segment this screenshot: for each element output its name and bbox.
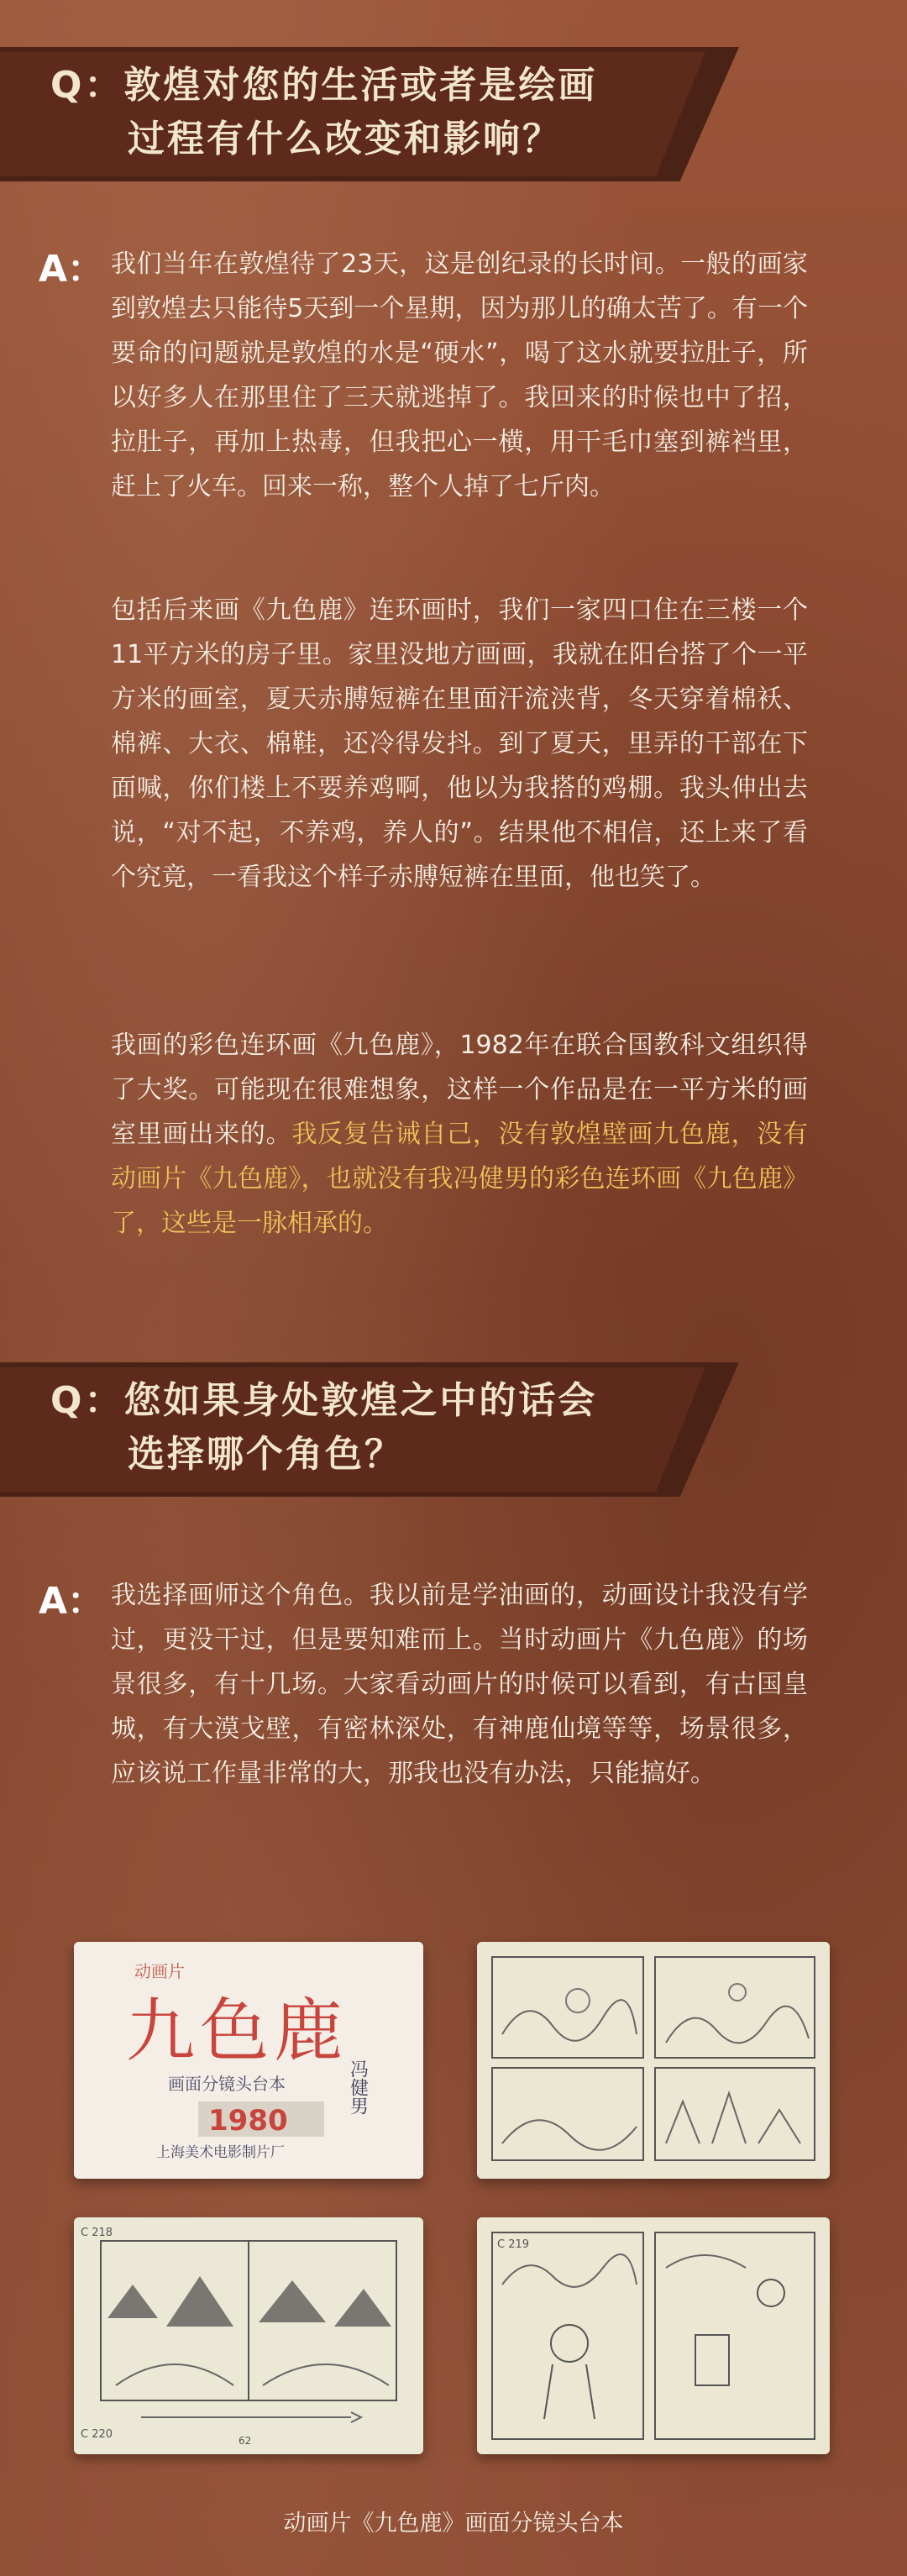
sketch-3-label: C 219	[497, 2238, 530, 2251]
sketch-2-page-number: 62	[239, 2435, 252, 2447]
cover-top-note: 动画片	[134, 1961, 185, 1981]
cover-title: 九色鹿	[126, 1991, 349, 2071]
question-1-line-2: 过程有什么改变和影响？	[128, 118, 562, 160]
storyboard-cover-image	[74, 1942, 423, 2179]
answer-2-label: A：	[39, 1580, 105, 1623]
sketch-2-label-top: C 218	[81, 2227, 113, 2239]
cover-studio: 上海美术电影制片厂	[156, 2144, 285, 2161]
cover-signature: 冯健男	[347, 2059, 369, 2115]
storyboard-sketch-2-image	[74, 2217, 423, 2454]
sketch-2-label-bottom: C 220	[81, 2428, 113, 2441]
answer-1-label: A：	[39, 248, 105, 291]
question-1-text	[50, 59, 597, 166]
storyboard-sketch-3-image	[477, 2217, 830, 2454]
answer-1-paragraph-2: 包括后来画《九色鹿》连环画时，我们一家四口住在三楼一个11平方米的房子里。家里没地方画画，我就在阳台搭了个一平方米的画室，夏天赤膊短裤在里面汗流浃背，冬天穿着棉袄、棉裤、大衣、棉鞋，还冷得发抖。到了夏天，里弄的干部在下面喊，你们楼上不要养鸡啊，他以为我搭的鸡棚。我头伸出去说，“对不起，不养鸡，养人的”。结果他不相信，还上来了看个究竟，一看我这个样子赤膊短裤在里面，他也笑了。	[111, 595, 808, 892]
answer-2-paragraph-1: 我选择画师这个角色。我以前是学油画的，动画设计我没有学过，更没干过，但是要知难而上。当时动画片《九色鹿》的场景很多，有十几场。大家看动画片的时候可以看到，有古国皇城，有大漠戈壁，有密林深处，有神鹿仙境等等，场景很多，应该说工作量非常的大，那我也没有办法，只能搞好。	[111, 1581, 808, 1788]
answer-1-paragraph-1: 我们当年在敦煌待了23天，这是创纪录的长时间。一般的画家到敦煌去只能待5天到一个星期，因为那儿的确太苦了。有一个要命的问题就是敦煌的水是“硬水”，喝了这水就要拉肚子，所以好多人在那里住了三天就逃掉了。我回来的时候也中了招，拉肚子，再加上热毒，但我把心一横，用干毛巾塞到裤裆里，赶上了火车。回来一称，整个人掉了七斤肉。	[111, 249, 808, 501]
cover-subtitle: 画面分镜头台本	[168, 2074, 286, 2094]
question-2-line-1: Q：您如果身处敦煌之中的话会	[50, 1379, 598, 1422]
answer-1-paragraph-3-text: 我画的彩色连环画《九色鹿》，1982年在联合国教科文组织得了大奖。可能现在很难想象，这样一个作品是在一平方米的画室里画出来的。	[111, 1031, 808, 1149]
storyboard-sketch-2-drawing	[74, 2217, 423, 2454]
storyboard-sketch-1-drawing	[477, 1942, 830, 2179]
answer-1-paragraph-3	[111, 1023, 808, 1246]
storyboard-sketch-3-drawing	[477, 2217, 830, 2454]
answer-1-paragraph-3-highlight: 我反复告诫自己，没有敦煌壁画九色鹿，没有动画片《九色鹿》，也就没有我冯健男的彩色连环画《九色鹿》了，这些是一脉相承的。	[111, 1120, 809, 1238]
question-2-line-2: 选择哪个角色？	[128, 1433, 404, 1476]
question-1-line-1: Q：敦煌对您的生活或者是绘画	[50, 64, 598, 107]
question-2-text	[50, 1374, 597, 1482]
cover-year: 1980	[208, 2104, 288, 2138]
storyboard-sketch-1-image	[477, 1942, 830, 2179]
storyboard-cover-drawing	[74, 1942, 423, 2179]
image-caption: 动画片《九色鹿》画面分镜头台本	[283, 2510, 624, 2537]
